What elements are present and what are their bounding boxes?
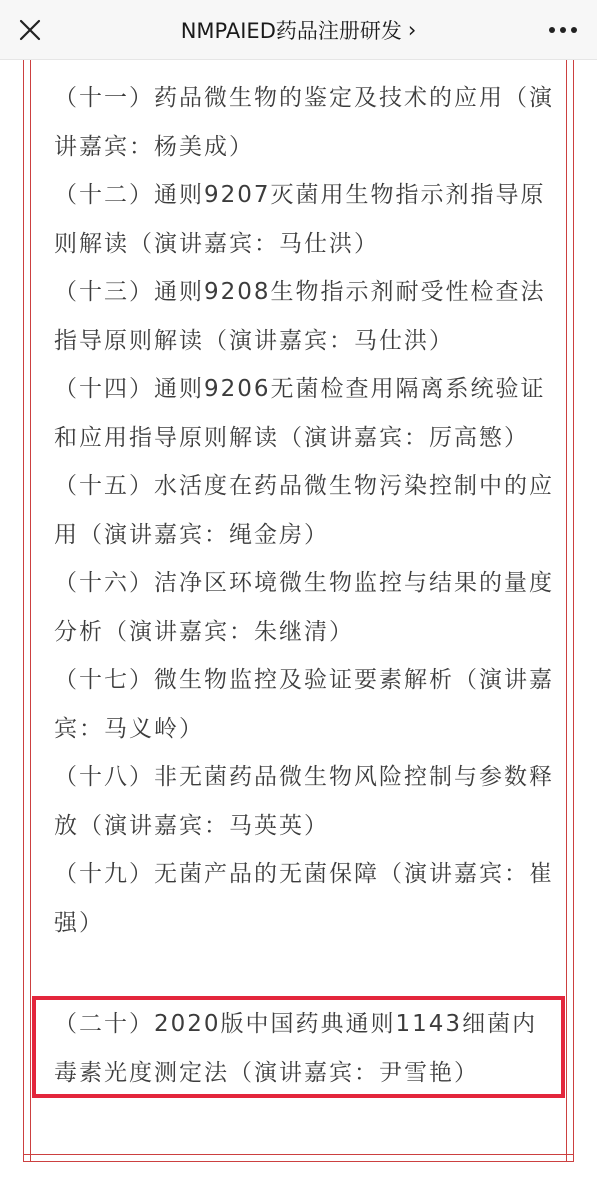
- frame-border: [30, 60, 31, 1162]
- agenda-item: （十七）微生物监控及验证要素解析（演讲嘉宾：马义岭）: [54, 667, 554, 742]
- account-title-text: NMPAIED药品注册研发: [180, 19, 402, 43]
- agenda-item: （十三）通则9208生物指示剂耐受性检查法指导原则解读（演讲嘉宾：马仕洪）: [54, 279, 546, 354]
- more-icon[interactable]: [543, 12, 583, 48]
- account-title[interactable]: [0, 0, 597, 60]
- agenda-item: （十五）水活度在药品微生物污染控制中的应用（演讲嘉宾：绳金房）: [54, 473, 554, 548]
- agenda-item: （十二）通则9207灭菌用生物指示剂指导原则解读（演讲嘉宾：马仕洪）: [54, 182, 546, 257]
- agenda-item-highlighted: （二十）2020版中国药典通则1143细菌内毒素光度测定法（演讲嘉宾：尹雪艳）: [54, 1011, 538, 1086]
- frame-border: [573, 60, 574, 1162]
- agenda-item: （十四）通则9206无菌检查用隔离系统验证和应用指导原则解读（演讲嘉宾：厉高慜）: [54, 376, 546, 451]
- agenda-item: （十六）洁净区环境微生物监控与结果的量度分析（演讲嘉宾：朱继清）: [54, 570, 554, 645]
- frame-border: [23, 1154, 574, 1155]
- frame-border: [23, 1161, 574, 1162]
- top-bar: [0, 0, 597, 60]
- frame-border: [566, 60, 567, 1162]
- agenda-item: （十一）药品微生物的鉴定及技术的应用（演讲嘉宾：杨美成）: [54, 85, 554, 160]
- frame-border: [23, 60, 24, 1162]
- chevron-right-icon: ›: [407, 18, 417, 42]
- agenda-item: （十八）非无菌药品微生物风险控制与参数释放（演讲嘉宾：马英英）: [54, 764, 554, 839]
- agenda-list: [54, 74, 554, 947]
- agenda-item: （十九）无菌产品的无菌保障（演讲嘉宾：崔强）: [54, 861, 554, 936]
